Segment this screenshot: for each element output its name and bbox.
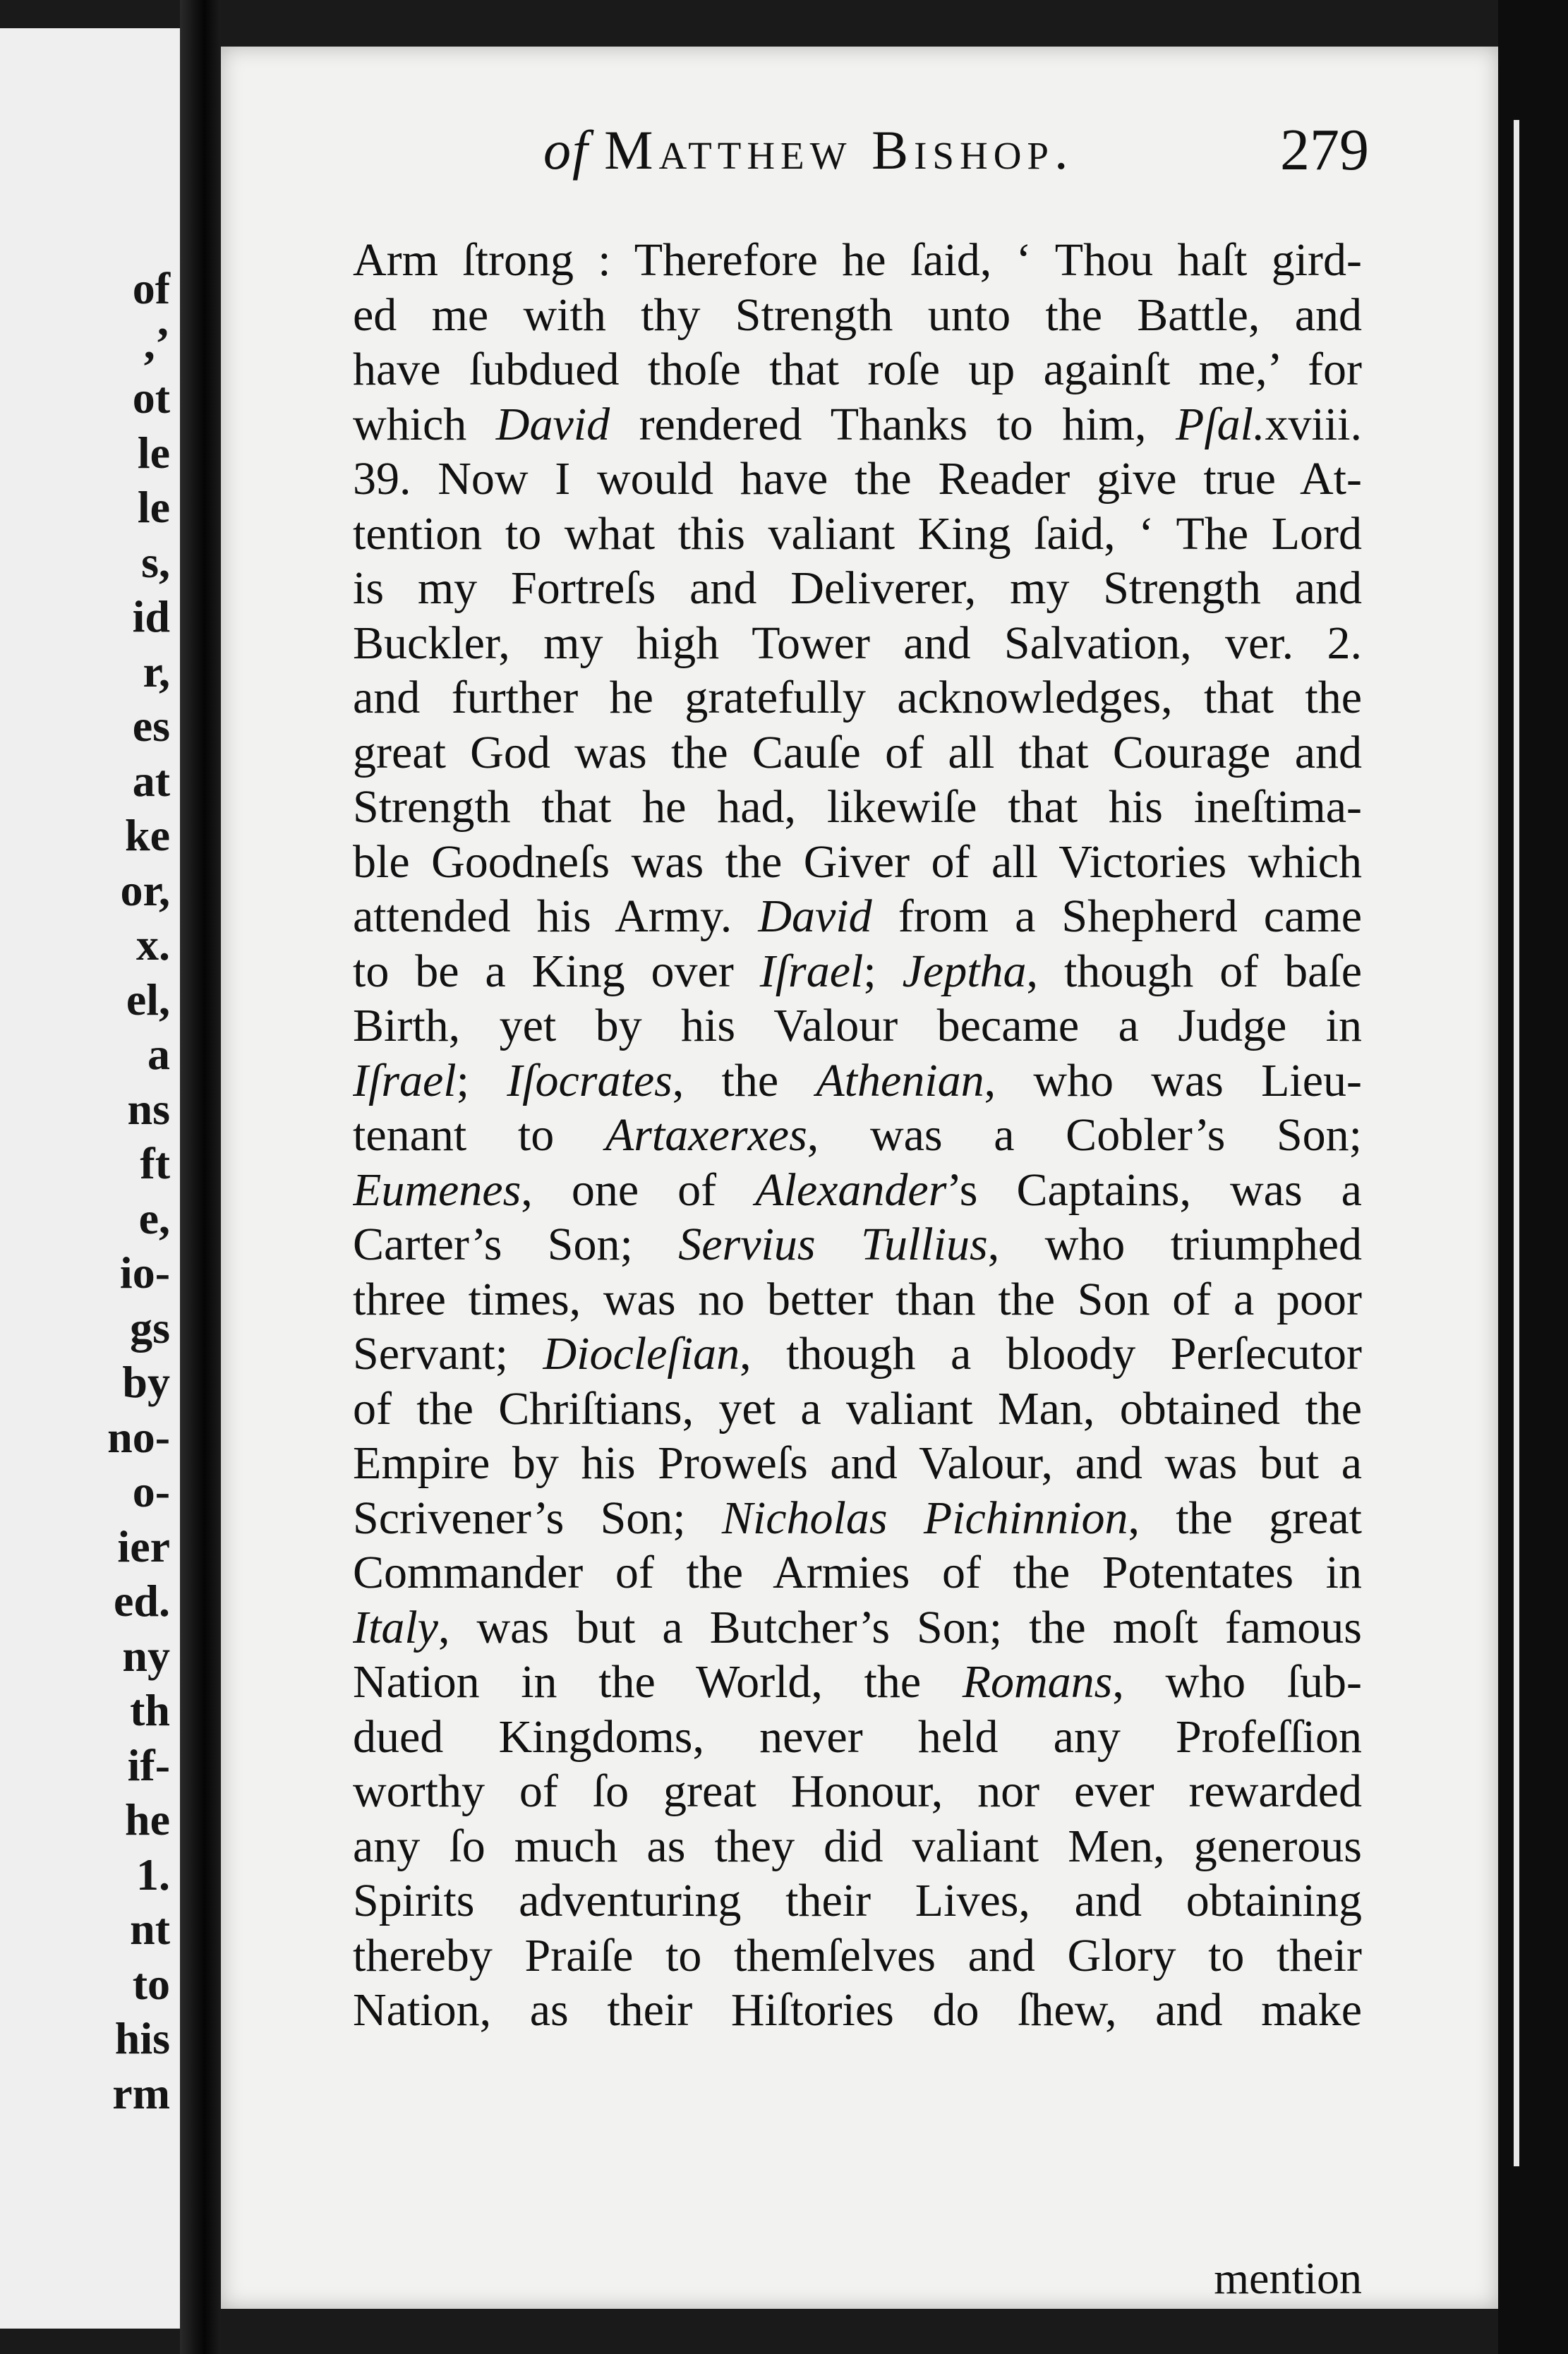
text-line [353, 1436, 1362, 1491]
text-line [353, 1600, 1362, 1655]
running-head-title: Matthew Bishop. [604, 119, 1074, 181]
previous-page-fragment: ier [117, 1521, 170, 1571]
text-line [353, 1054, 1362, 1109]
text-run: Buckler, my high Tower and Salvation, ver. 2. [353, 617, 1362, 669]
text-line [353, 233, 1362, 288]
text-line [353, 342, 1362, 397]
text-run: rendered Thanks to him, [610, 398, 1176, 450]
text-run: worthy of ſo great Honour, nor ever rewarded [353, 1766, 1362, 1817]
previous-page-fragment: gs [130, 1302, 170, 1353]
text-run: , the great [1128, 1492, 1362, 1544]
italic-text: Iſocrates [507, 1054, 673, 1106]
text-line [353, 1873, 1362, 1929]
text-run: , who ſub- [1112, 1656, 1362, 1708]
text-run: , the [672, 1054, 816, 1106]
text-line [353, 1327, 1362, 1382]
text-line [353, 1382, 1362, 1437]
text-line [353, 1217, 1362, 1272]
previous-page-fragment: he [125, 1794, 170, 1845]
text-run: and further he gratefully acknowledges, that the [353, 672, 1362, 723]
text-run: great God was the Cauſe of all that Courage and [353, 726, 1362, 778]
previous-page-fragment: a [147, 1029, 170, 1079]
text-run: three times, was no better than the Son of a poor [353, 1273, 1362, 1325]
text-run: tenant to [353, 1109, 605, 1161]
text-line [353, 998, 1362, 1054]
text-run: ed me with thy Strength unto the Battle, and [353, 289, 1362, 341]
previous-page-fragment: or, [120, 864, 170, 915]
previous-page-fragment: of [132, 263, 170, 313]
previous-page-fragment: es [132, 701, 170, 751]
previous-page-fragment: ,’ [143, 318, 170, 368]
text-line [353, 944, 1362, 999]
text-run: thereby Praiſe to themſelves and Glory to their [353, 1929, 1362, 1981]
text-line [353, 1108, 1362, 1163]
text-run: , though of baſe [1026, 945, 1362, 997]
text-run: , who was Lieu- [984, 1054, 1362, 1106]
previous-page-fragment: io- [119, 1248, 170, 1298]
catchword: mention [1214, 2253, 1362, 2303]
page-edge [1498, 0, 1568, 2354]
page-header [310, 106, 1369, 191]
text-run: attended his Army. [353, 891, 759, 942]
text-line [353, 507, 1362, 562]
previous-page-fragment: ft [140, 1138, 170, 1188]
page-edge-stripe [1514, 120, 1519, 2166]
text-line [353, 1491, 1362, 1546]
text-run: from a Shepherd came [872, 891, 1362, 942]
text-run: Arm ſtrong : Therefore he ſaid, ‘ Thou haſt gird- [353, 234, 1362, 286]
previous-page-fragment: his [114, 2013, 170, 2063]
text-run: , who triumphed [987, 1219, 1362, 1270]
text-run: , though a bloody Perſecutor [740, 1328, 1362, 1380]
text-line [353, 1163, 1362, 1218]
text-run: Spirits adventuring their Lives, and obtaining [353, 1875, 1362, 1926]
text-run: is my Fortreſs and Deliverer, my Strength and [353, 562, 1362, 614]
text-line [353, 1983, 1362, 2038]
text-line [353, 288, 1362, 343]
previous-page-fragment: r, [143, 646, 170, 696]
text-run: dued Kingdoms, never held any Profeſſion [353, 1710, 1362, 1763]
italic-text: Nicholas Pichinnion [721, 1492, 1128, 1544]
text-line [353, 452, 1362, 507]
text-line [353, 1764, 1362, 1819]
text-run: have ſubdued thoſe that roſe up againſt me,’ for [353, 344, 1362, 395]
text-line [353, 1655, 1362, 1710]
text-line [353, 889, 1362, 944]
italic-text: Iſrael [759, 945, 864, 997]
text-run: Servant; [353, 1328, 543, 1380]
previous-page-fragment: ot [132, 373, 170, 423]
body-text [353, 233, 1362, 2303]
text-run: ’s Captains, was a [946, 1164, 1362, 1216]
text-line [353, 397, 1362, 452]
previous-page-fragment: le [137, 482, 170, 532]
previous-page [0, 28, 180, 2329]
previous-page-fragment: e, [138, 1193, 170, 1243]
previous-page-fragment: ny [122, 1630, 170, 1681]
text-run: to be a King over [353, 945, 760, 997]
text-line [353, 616, 1362, 671]
previous-page-fragment: rm [112, 2068, 170, 2118]
text-run: tention to what this valiant King ſaid, ‘ The Lord [353, 507, 1362, 560]
text-line [353, 1929, 1362, 1984]
text-line [353, 835, 1362, 890]
text-run: , one of [521, 1164, 756, 1216]
italic-text: Romans [962, 1656, 1113, 1708]
text-line [353, 1545, 1362, 1600]
italic-text: Artaxerxes [605, 1109, 807, 1161]
text-line [353, 1710, 1362, 1765]
text-run: 39. Now I would have the Reader give true At- [353, 453, 1362, 505]
previous-page-fragment: nt [130, 1904, 170, 1954]
previous-page-text-fragments [0, 261, 180, 2120]
previous-page-fragment: at [132, 755, 170, 806]
previous-page-fragment: el, [126, 974, 170, 1025]
previous-page-fragment: 1. [136, 1849, 170, 1900]
text-run: Strength that he had, likewiſe that his ineſtima- [353, 781, 1362, 833]
italic-text: Jeptha [902, 945, 1027, 997]
book-gutter [180, 0, 221, 2354]
text-line [353, 1272, 1362, 1327]
italic-text: Eumenes [353, 1164, 521, 1216]
italic-text: Diocleſian [543, 1328, 740, 1380]
text-run: Birth, yet by his Valour became a Judge in [353, 1000, 1362, 1051]
text-run: , was but a Butcher’s Son; the moſt famous [438, 1601, 1362, 1653]
page-number: 279 [1280, 117, 1369, 183]
italic-text: Servius Tullius [678, 1219, 988, 1270]
text-line [353, 1819, 1362, 1874]
text-line [353, 670, 1362, 725]
text-run: Nation in the World, the [353, 1656, 963, 1708]
text-run: of the Chriſtians, yet a valiant Man, obtained the [353, 1382, 1362, 1435]
text-run: which [353, 398, 496, 450]
previous-page-fragment: o- [132, 1466, 170, 1516]
previous-page-fragment: if- [127, 1739, 170, 1790]
running-head [543, 119, 1074, 182]
italic-text: Athenian [816, 1054, 984, 1106]
italic-text: Iſrael [353, 1054, 457, 1106]
text-run: ; [863, 945, 903, 997]
previous-page-fragment: th [130, 1685, 170, 1735]
text-line [353, 561, 1362, 616]
text-line [353, 780, 1362, 835]
text-run: Carter’s Son; [353, 1219, 679, 1270]
previous-page-fragment: ns [127, 1083, 170, 1134]
italic-text: David [758, 891, 872, 942]
previous-page-fragment: le [137, 427, 170, 478]
previous-page-fragment: to [132, 1958, 170, 2009]
text-run: Empire by his Proweſs and Valour, and was but a [353, 1437, 1362, 1489]
text-run: any ſo much as they did valiant Men, generous [353, 1820, 1362, 1872]
previous-page-fragment: x. [136, 919, 170, 970]
previous-page-fragment: id [132, 591, 170, 641]
text-run: ; [456, 1054, 507, 1106]
text-run: , was a Cobler’s Son; [807, 1109, 1362, 1161]
italic-text: Alexander [755, 1164, 947, 1216]
previous-page-fragment: ed. [114, 1576, 170, 1626]
text-run: Nation, as their Hiſtories do ſhew, and make [353, 1984, 1362, 2036]
previous-page-fragment: no- [107, 1411, 170, 1462]
italic-text: David [495, 398, 610, 450]
text-run: xviii. [1265, 398, 1362, 450]
previous-page-fragment: s, [141, 536, 170, 587]
previous-page-fragment: ke [125, 810, 170, 860]
italic-text: Pſal. [1176, 398, 1265, 450]
previous-page-fragment: by [122, 1357, 170, 1407]
text-line [353, 725, 1362, 780]
text-run: Scrivener’s Son; [353, 1492, 722, 1544]
text-run: Commander of the Armies of the Potentates in [353, 1547, 1362, 1598]
text-run: ble Goodneſs was the Giver of all Victories which [353, 835, 1362, 888]
running-head-of: of [543, 119, 589, 181]
italic-text: Italy [353, 1601, 438, 1653]
